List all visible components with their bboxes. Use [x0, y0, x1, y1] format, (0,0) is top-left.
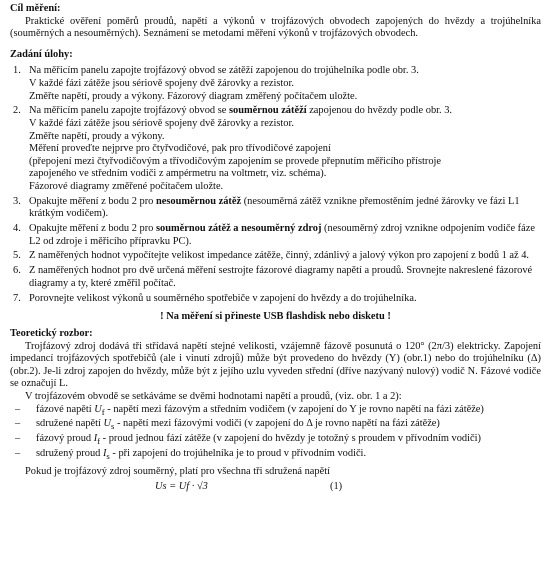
task-item-6: 6. Z naměřených hodnot pro dvě určená měření sestrojte fázorové diagramy napětí a proudů. Srovnejte nakreslené fázorové diagramy a ty, které změřil počítač.	[13, 265, 533, 289]
theory-heading: Teoretický rozbor:	[10, 327, 93, 339]
theory-paragraph-3: Pokud je trojfázový zdroj souměrný, platí pro všechna tři sdružená napětí	[25, 466, 330, 478]
task-list	[10, 65, 541, 305]
task-item-2: 2. Na měřicím panelu zapojte trojfázový obvod se souměrnou zátěží zapojenou do hvězdy podle obr. 3. V každé fázi zátěže jsou sériově spojeny dvě žárovky a rezistor. Změřte napětí, proudy a výkony. Měření proveďte nejprve pro čtyřvodičové, pak pro třívodičové zapojení (přepojení mezi čtyřvodičovým a třívodičovým zapojením se provede přepnutím měřicího přístroje zapojeného ve středním vodiči z ampérmetru na voltmetr, viz. schéma). Fázorové diagramy změřené počítačem uložte.	[13, 105, 453, 192]
formula-expression: Us = Uf · √3	[155, 480, 208, 492]
quantity-item-phase-current: – fázový proud $I_f$ - proud jednou fází zátěže (v zapojení do hvězdy je totožný s proudem v přívodním vodiči)	[15, 432, 481, 446]
goal-text: Praktické ověření poměrů proudů, napětí a výkonů v trojfázových obvodech zapojených do hvězdy a trojúhelníka (souměrných a nesouměrných). Seznámení se metodami měření výkonů v trojfázových obvodech.	[10, 15, 541, 40]
quantity-item-phase-voltage: – fázové napětí $U_f$ - napětí mezi fázovým a středním vodičem (v zapojení do Y je rovno napětí na fázi zátěže)	[15, 403, 484, 417]
task-item-3: 3. Opakujte měření z bodu 2 pro nesouměrnou zátěž (nesouměrná zátěž vznikne přemostěním jedné žárovky ve fázi L1 krátkým vodičem).	[13, 195, 520, 220]
quantity-item-line-current: – sdružený proud $I_s$ - při zapojení do trojúhelníka je to proud v přívodním vodiči.	[15, 447, 367, 461]
theory-paragraph-1: Trojfázový zdroj dodává tři střídavá napětí stejné velikosti, vzájemně fázově posunutá o 120° (2π/3) elektricky. Zapojení impedancí trojfázových spotřebičů (ale i vinutí zdrojů) může být provedeno do hvězdy (Y) (obr.1) nebo do trojúhelníku (Δ) (obr.2). Je-li zdroj zapojen do hvězdy, může být z jejího uzlu vyveden střední (dříve nazývaný nulový) vodič N. Fázové vodiče se označují L.	[10, 340, 541, 390]
task-item-5: 5. Z naměřených hodnot vypočítejte velikost impedance zátěže, činný, zdánlivý a jalový výkon pro zapojení z bodů 1 až 4.	[13, 250, 530, 262]
quantity-list	[10, 404, 541, 463]
theory-paragraph-2: V trojfázovém obvodě se setkáváme se dvěmi hodnotami napětí a proudů, (viz. obr. 1 a 2):	[25, 390, 402, 402]
task-item-1: 1. Na měřicím panelu zapojte trojfázový obvod se zátěží zapojenou do trojúhelníka podle obr. 3. V každé fázi zátěže jsou sériově spojeny dvě žárovky a rezistor. Změřte napětí, proudy a výkony. Fázorový diagram změřený počítačem uložte.	[13, 65, 419, 102]
task-item-7: 7. Porovnejte velikost výkonů u souměrného spotřebiče v zapojení do hvězdy a do trojúhelníka.	[13, 292, 417, 304]
task-item-4: 4. Opakujte měření z bodu 2 pro souměrnou zátěž a nesouměrný zdroj (nesouměrný zdroj vznikne odpojením vodiče fáze L2 od zdroje i měřicího přípravku PC).	[13, 223, 535, 247]
formula-number: (1)	[330, 480, 343, 492]
usb-note: ! Na měření si přineste USB flashdisk nebo disketu !	[160, 311, 391, 323]
formula-1	[10, 481, 541, 494]
task-heading: Zadání úlohy:	[10, 48, 73, 60]
goal-heading: Cíl měření:	[10, 3, 61, 14]
quantity-item-line-voltage: – sdružené napětí $U_s$ - napětí mezi fázovými vodiči (v zapojení do Δ je rovno napětí na fázi zátěže)	[15, 418, 440, 432]
